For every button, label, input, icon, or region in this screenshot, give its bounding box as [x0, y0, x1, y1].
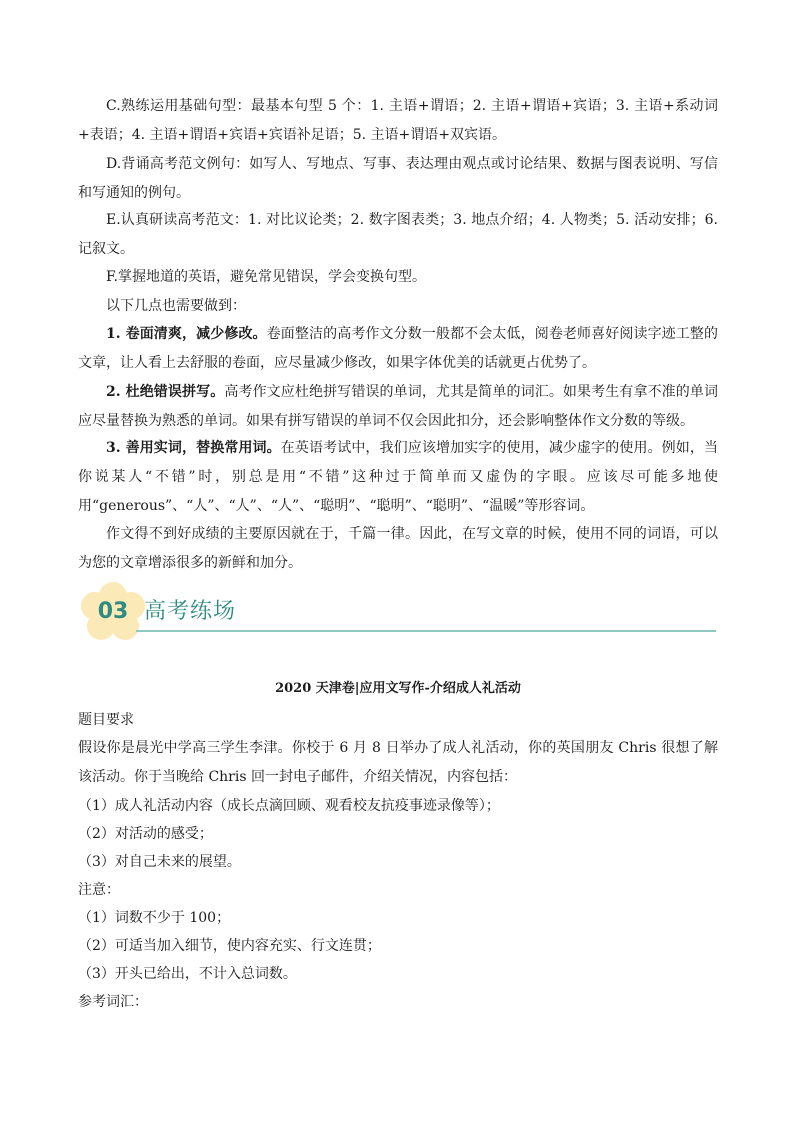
note-2: （2）可适当加入细节，使内容充实、行文连贯；: [78, 938, 381, 954]
note-1: （1）词数不少于 100；: [78, 910, 231, 926]
section-divider: [136, 630, 716, 632]
task-prompt: 假设你是晨光中学高三学生李津。你校于 6 月 8 日举办了成人礼活动，你的英国朋友 Chris 很想了解该活动。你于当晚给 Chris 回一封电子邮件，介绍关情况，内容包括：: [78, 740, 718, 785]
section-header: [80, 582, 720, 646]
task-item-2: （2）对活动的感受；: [78, 826, 213, 842]
point-d: D.背诵高考范文例句：如写人、写地点、写事、表达理由观点或讨论结果、数据与图表说明、写信和写通知的例句。: [78, 156, 718, 201]
requirements-label: 题目要求: [78, 712, 134, 728]
tip-3-heading: 3. 善用实词，替换常用词。: [106, 440, 281, 456]
conclusion: 作文得不到好成绩的主要原因就在于，千篇一律。因此，在写文章的时候，使用不同的词语，可以为您的文章增添很多的新鲜和加分。: [78, 526, 718, 571]
point-e: E.认真研读高考范文：1. 对比议论类；2. 数字图表类；3. 地点介绍；4. 人物类；5. 活动安排；6. 记叙文。: [78, 212, 718, 257]
section-title: 高考练场: [144, 599, 237, 624]
section-number: 03: [97, 599, 129, 624]
task-item-1: （1）成人礼活动内容（成长点滴回顾、观看校友抗疫事迹录像等）；: [78, 798, 500, 814]
tip-3: [78, 434, 718, 521]
tip-1-body: 卷面整洁的高考作文分数一般都不会太低，阅卷老师喜好阅读字迹工整的文章，让人看上去舒服的卷面，应尽量减少修改，如果字体优美的话就更占优势了。: [78, 326, 718, 371]
tip-1-heading: 1. 卷面清爽，减少修改。: [106, 326, 267, 342]
point-c: C.熟练运用基础句型：最基本句型 5 个：1. 主语+谓语；2. 主语+谓语+宾语；3. 主语+系动词+表语；4. 主语+谓语+宾语+宾语补足语；5. 主语+谓语+双宾语。: [78, 98, 718, 143]
point-f: F.掌握地道的英语，避免常见错误，学会变换句型。: [106, 269, 426, 285]
tip-2: [78, 378, 718, 436]
tip-1: [78, 320, 718, 378]
task-title: 2020 天津卷|应用文写作-介绍成人礼活动: [275, 681, 521, 696]
tip-3-body: 在英语考试中，我们应该增加实字的使用，减少虚字的使用。例如，当你说某人“不错”时，别总是用“不错”这种过于简单而又虚伪的字眼。应该尽可能多地使用“generous”、“人”、“人”、“人”、“聪明”、“聪明”、“聪明”、“温暖”等形容词。: [78, 440, 718, 514]
also-intro: 以下几点也需要做到：: [106, 298, 246, 314]
tip-2-body: 高考作文应杜绝拼写错误的单词，尤其是简单的词汇。如果考生有拿不准的单词应尽量替换为熟悉的单词。如果有拼写错误的单词不仅会因此扣分，还会影响整体作文分数的等级。: [78, 384, 719, 429]
vocab-label: 参考词汇：: [78, 994, 148, 1010]
note-3: （3）开头已给出，不计入总词数。: [78, 966, 297, 982]
tip-2-heading: 2. 杜绝错误拼写。: [106, 384, 225, 400]
notes-label: 注意：: [78, 882, 120, 898]
task-item-3: （3）对自己未来的展望。: [78, 854, 241, 870]
